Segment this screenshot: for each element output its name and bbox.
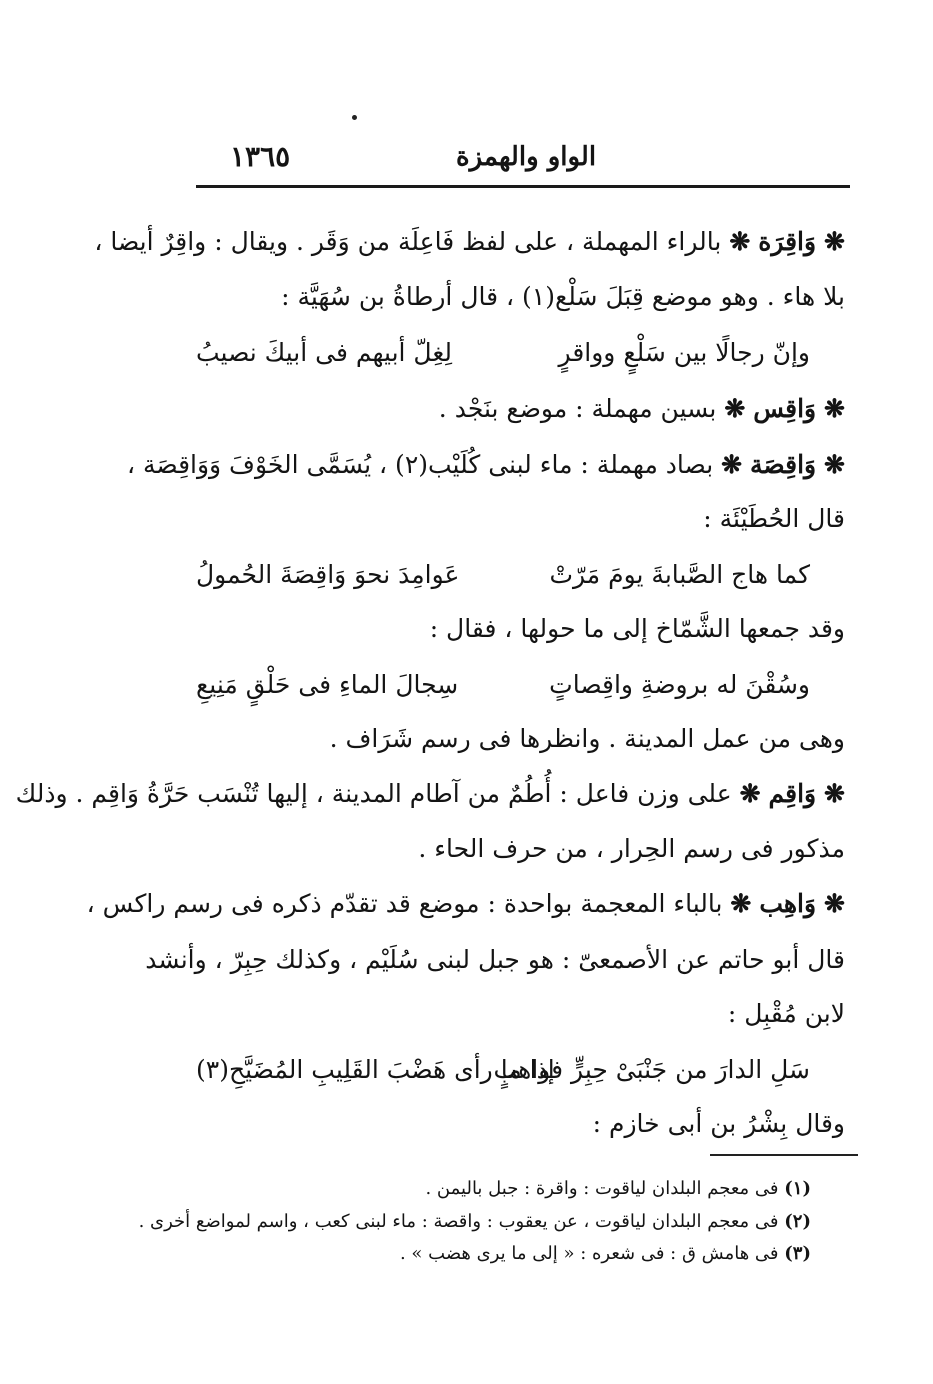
footnote-text: فى معجم البلدان لياقوت : واقرة : جبل باليمن . — [425, 1178, 779, 1199]
footnote — [425, 1175, 811, 1203]
page-header — [196, 138, 851, 178]
entry-wahib-line-1 — [86, 884, 845, 924]
entry-waqisa-line-1 — [126, 445, 845, 485]
ink-speck — [352, 115, 357, 120]
entry-marker-icon: ❋ — [739, 779, 761, 808]
body-text: على وزن فاعل : أُطُمٌ من آطام المدينة ، إليها تُنْسَب حَرَّةُ وَاقِم . وذلك — [15, 779, 732, 808]
hemistich-first: وإنّ رجالًا بين سَلْعٍ وواقرٍ — [558, 338, 810, 367]
verse-line — [196, 333, 810, 373]
entry-waqim-line-1 — [15, 774, 845, 814]
entry-marker-icon: ❋ — [824, 227, 845, 256]
entry-waqisa-line-4: وهى من عمل المدينة . وانظرها فى رسم شَرَاف . — [329, 724, 845, 753]
entry-marker-icon: ❋ — [824, 779, 845, 808]
hemistich-first: سَلِ الدارَ من جَنْبَىْ حِبِرٍّ فواهبٍ — [493, 1055, 810, 1084]
body-text: بالباء المعجمة بواحدة : موضع قد تقدّم ذكره فى رسم راكس ، — [86, 889, 723, 918]
entry-marker-icon: ❋ — [730, 889, 752, 918]
entry-waqira-line-1 — [94, 222, 845, 262]
hemistich-first: كما هاج الصَّبابةَ يومَ مَرّتْ — [549, 560, 810, 589]
header-rule — [196, 185, 850, 188]
entry-marker-icon: ❋ — [824, 394, 845, 423]
entry-marker-icon: ❋ — [824, 889, 845, 918]
entry-waqira-line-2: بلا هاء . وهو موضع قِبَلَ سَلْع(١) ، قال أرطاةُ بن سُهَيَّة : — [281, 282, 845, 311]
running-title: الواو والهمزة — [455, 142, 597, 172]
hemistich-second: إذا ما رأى هَضْبَ القَلِيبِ المُضَيَّحِ(٣) — [196, 1055, 555, 1084]
headword: وَاهِب — [759, 889, 817, 918]
entry-waqis-line-1 — [439, 389, 845, 429]
entry-marker-icon: ❋ — [721, 450, 743, 479]
footnote — [400, 1240, 811, 1268]
footnote-number: (١) — [784, 1178, 811, 1199]
verse-line — [196, 555, 810, 595]
footnote-rule — [710, 1154, 858, 1156]
entry-waqim-line-2: مذكور فى رسم الحِرار ، من حرف الحاء . — [418, 834, 845, 863]
verse-line — [196, 665, 810, 705]
entry-marker-icon: ❋ — [729, 227, 751, 256]
headword: وَاقِم — [768, 779, 817, 808]
footnote-text: فى معجم البلدان لياقوت ، عن يعقوب : واقصة : ماء لبنى كعب ، واسم لمواضع أخرى . — [138, 1211, 779, 1232]
entry-wahib-line-2: قال أبو حاتم عن الأصمعىّ : هو جبل لبنى سُلَيْم ، وكذلك حِبِرّ ، وأنشد — [145, 945, 845, 974]
headword: وَاقِس — [753, 394, 817, 423]
body-text: بسين مهملة : موضع بنَجْد . — [438, 394, 717, 423]
body-text: بالراء المهملة ، على لفظ فَاعِلَة من وَقَر . ويقال : واقِرٌ أيضا ، — [94, 227, 722, 256]
verse-line — [196, 1050, 810, 1090]
entry-marker-icon: ❋ — [824, 450, 845, 479]
hemistich-second: لِغِلّ أبيهم فى أبيكَ نصيبُ — [196, 338, 453, 367]
hemistich-second: سِجالَ الماءِ فى حَلْقٍ مَنِيعِ — [196, 670, 459, 699]
body-text: بصاد مهملة : ماء لبنى كُلَيْب(٢) ، يُسَمَّى الخَوْفَ وَوَاقِصَة ، — [126, 450, 714, 479]
footnote-number: (٢) — [784, 1211, 811, 1232]
hemistich-first: وسُقْنَ له بروضةِ واقِصاتٍ — [549, 670, 810, 699]
footnote-number: (٣) — [784, 1243, 811, 1264]
footnote-text: فى هامش ق : فى شعره : « إلى ما يرى هضب » . — [399, 1243, 779, 1264]
entry-waqisa-line-3: وقد جمعها الشَّمّاخ إلى ما حولها ، فقال : — [429, 614, 845, 643]
entry-marker-icon: ❋ — [724, 394, 746, 423]
footnote — [139, 1208, 811, 1236]
entry-wahib-line-4: وقال بِشْرُ بن أبى خازم : — [592, 1109, 845, 1138]
entry-wahib-line-3: لابن مُقْبِل : — [727, 999, 845, 1028]
page-number: ١٣٦٥ — [230, 140, 291, 173]
headword: وَاقِصَة — [750, 450, 817, 479]
hemistich-second: عَوامِدَ نحوَ وَاقِصَةَ الحُمولُ — [196, 560, 460, 589]
entry-waqisa-line-2: قال الحُطَيْئَة : — [703, 504, 845, 533]
headword: وَاقِرَة — [758, 227, 817, 256]
